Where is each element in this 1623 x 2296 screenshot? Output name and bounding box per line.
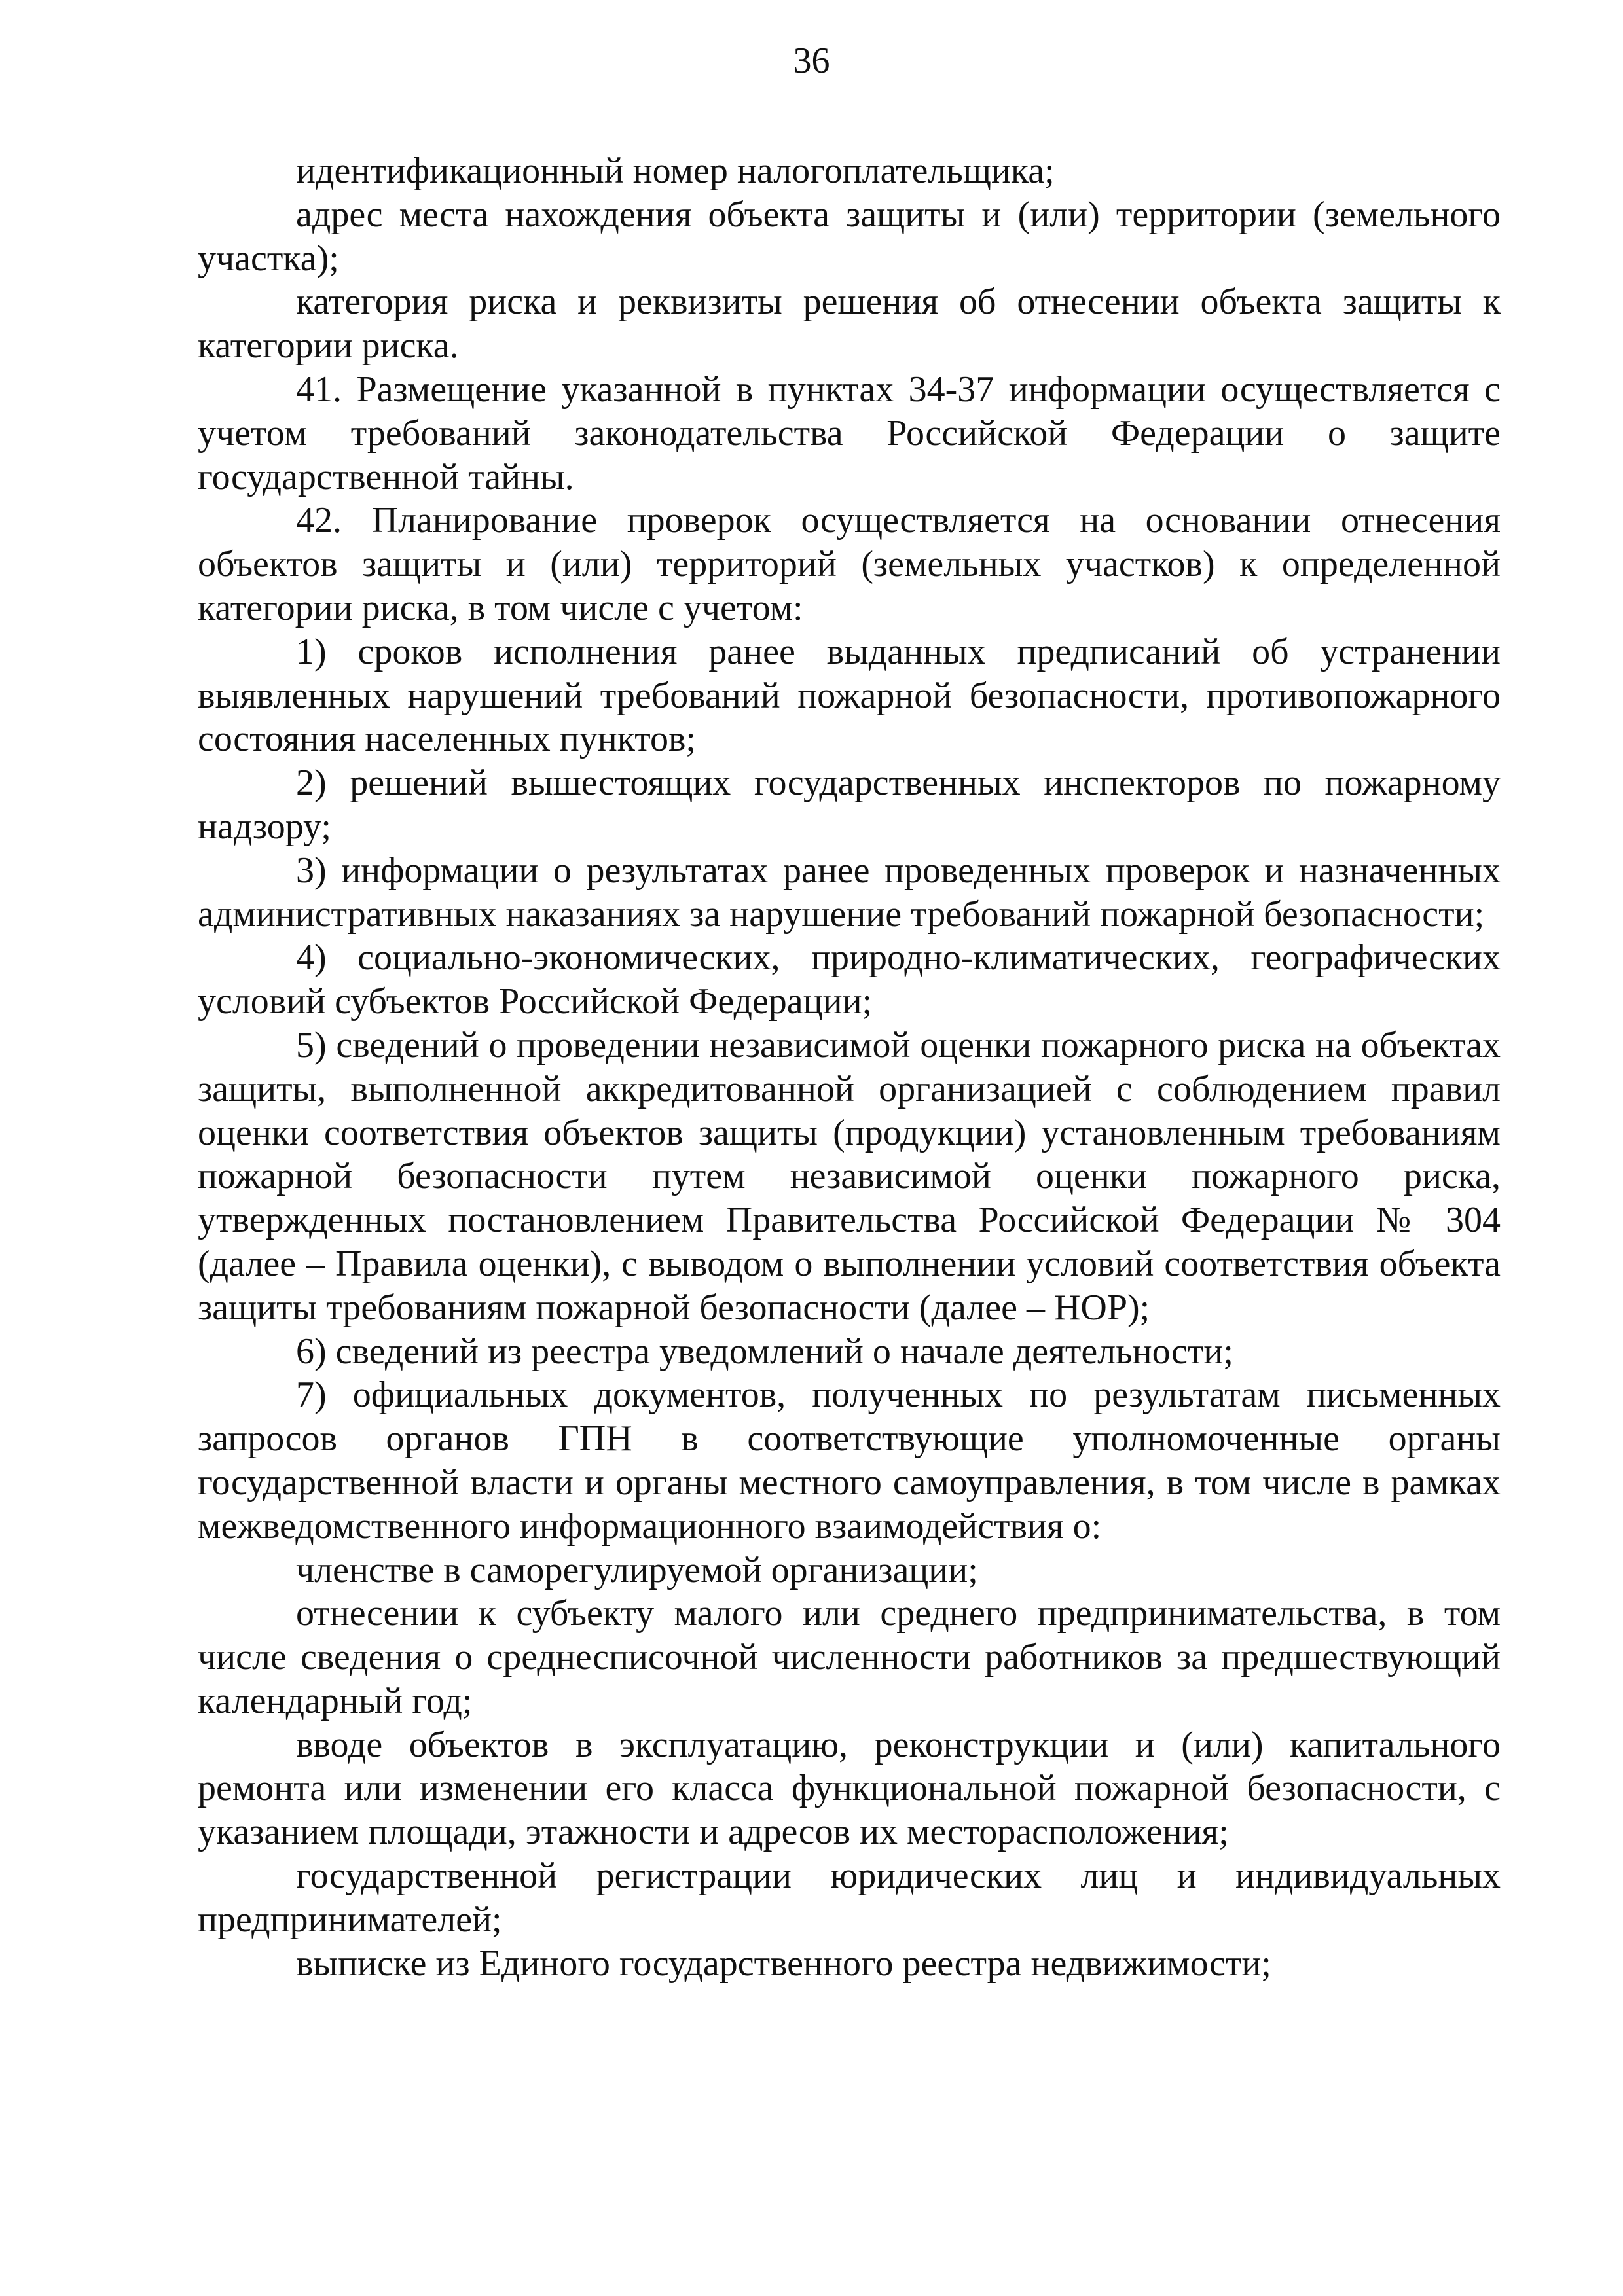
- subitem-membership: членстве в саморегулируемой организации;: [296, 1549, 978, 1590]
- subitem-real-estate-extract: выписке из Единого государственного реестра недвижимости;: [296, 1943, 1271, 1984]
- list-item-2: 2) решений вышестоящих государственных инспекторов по пожарному надзору;: [198, 762, 1501, 847]
- paragraph-taxpayer-id: идентификационный номер налогоплательщика;: [296, 151, 1055, 191]
- subitem-commissioning: вводе объектов в эксплуатацию, реконструкции и (или) капитального ремонта или изменении его класса функциональной пожарной безопасности, с указанием площади, этажности и адресов их месторасположения;: [198, 1724, 1501, 1853]
- paragraph-item-42: 42. Планирование проверок осуществляется на основании отнесения объектов защиты и (или) территорий (земельных участков) к определенной категории риска, в том числе с учетом:: [198, 500, 1501, 628]
- paragraph-item-41: 41. Размещение указанной в пунктах 34-37 информации осуществляется с учетом требований законодательства Российской Федерации о защите государственной тайны.: [198, 368, 1501, 497]
- subitem-small-business: отнесении к субъекту малого или среднего предпринимательства, в том числе сведения о среднесписочной численности работников за предшествующий календарный год;: [198, 1593, 1501, 1721]
- paragraph-address: адрес места нахождения объекта защиты и (или) территории (земельного участка);: [198, 194, 1501, 279]
- paragraph-risk-category: категория риска и реквизиты решения об отнесении объекта защиты к категории риска.: [198, 281, 1501, 367]
- document-body: [198, 149, 1501, 1985]
- list-item-1: 1) сроков исполнения ранее выданных предписаний об устранении выявленных нарушений требований пожарной безопасности, противопожарного состояния населенных пунктов;: [198, 631, 1501, 760]
- list-item-7: 7) официальных документов, полученных по результатам письменных запросов органов ГПН в соответствующие уполномоченные органы государственной власти и органы местного самоуправления, в том числе в рамках межведомственного информационного взаимодействия о:: [198, 1374, 1501, 1547]
- subitem-state-registration: государственной регистрации юридических лиц и индивидуальных предпринимателей;: [198, 1856, 1501, 1940]
- list-item-5: 5) сведений о проведении независимой оценки пожарного риска на объектах защиты, выполненной аккредитованной организацией с соблюдением правил оценки соответствия объектов защиты (продукции) установленным требованиям пожарной безопасности путем независимой оценки пожарного риска, утвержденных постановлением Правительства Российской Федерации № 304 (далее – Правила оценки), с выводом о выполнении условий соответствия объекта защиты требованиям пожарной безопасности (далее – НОР);: [198, 1024, 1501, 1328]
- list-item-6: 6) сведений из реестра уведомлений о начале деятельности;: [296, 1331, 1233, 1372]
- list-item-3: 3) информации о результатах ранее проведенных проверок и назначенных административных наказаниях за нарушение требований пожарной безопасности;: [198, 850, 1501, 935]
- list-item-4: 4) социально-экономических, природно-климатических, географических условий субъектов Российской Федерации;: [198, 937, 1501, 1022]
- page-number: 36: [793, 41, 830, 81]
